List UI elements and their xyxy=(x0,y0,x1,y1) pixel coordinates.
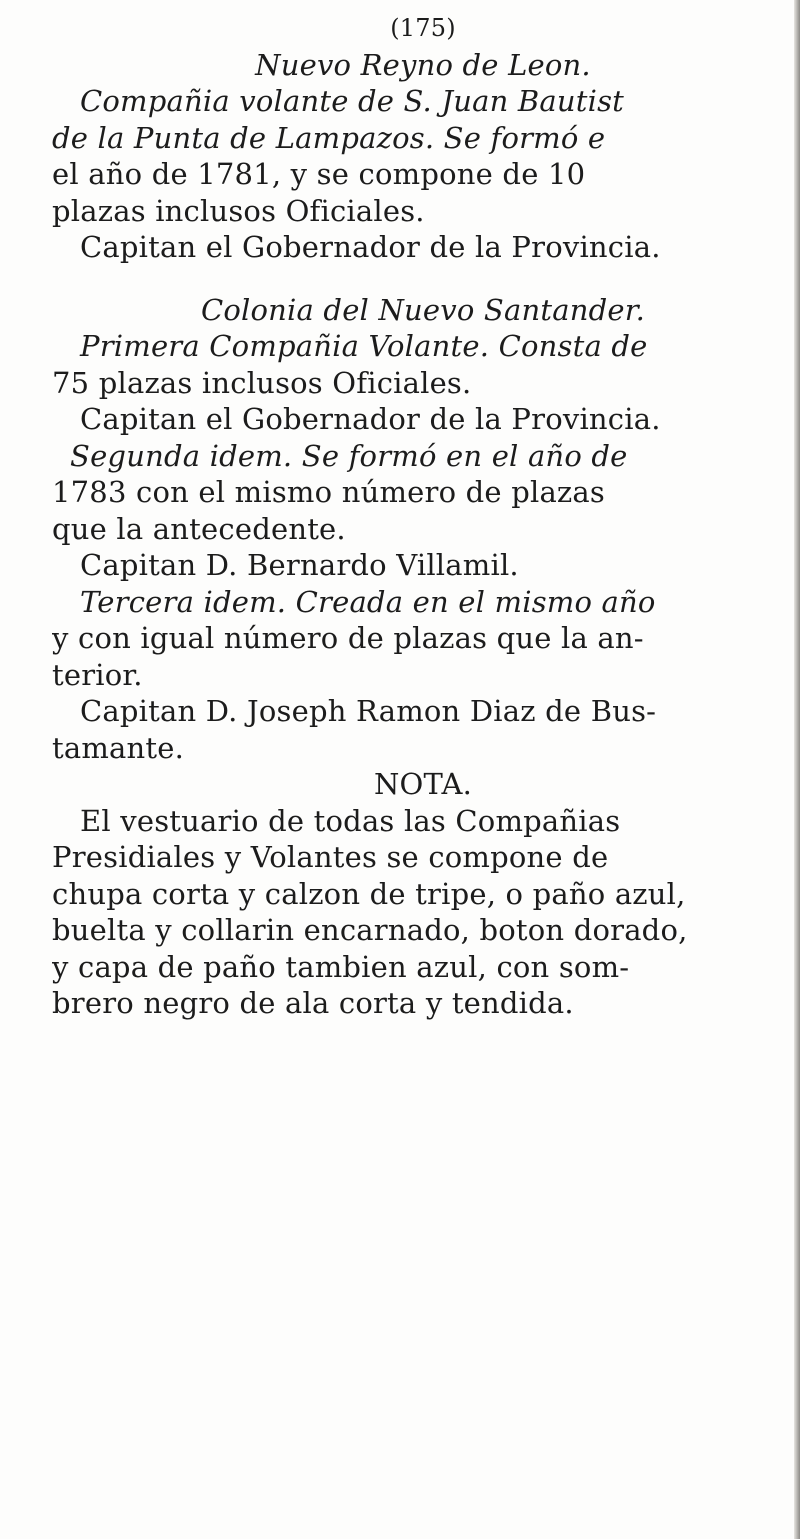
text-line: Capitan el Gobernador de la Provincia. xyxy=(80,402,661,436)
text-line: Capitan el Gobernador de la Provincia. xyxy=(80,230,661,264)
note-heading: NOTA. xyxy=(373,767,473,801)
text-line: brero negro de ala corta y tendida. xyxy=(52,986,574,1020)
text-line: que la antecedente. xyxy=(52,511,346,546)
text-line: Segunda idem. Se formó en el año de xyxy=(70,438,628,473)
section-spacer xyxy=(52,266,794,292)
text-line: chupa corta y calzon de tripe, o paño azul, xyxy=(52,876,686,911)
text-line: y capa de paño tambien azul, con som- xyxy=(52,949,630,984)
text-line: 75 plazas inclusos Oficiales. xyxy=(52,365,472,400)
text-line: El vestuario de todas las Compañias xyxy=(80,803,621,838)
text-line: Compañia volante de S. Juan Bautist xyxy=(80,84,625,118)
text-line: y con igual número de plazas que la an- xyxy=(52,621,644,655)
text-line: buelta y collarin encarnado, boton dorado, xyxy=(52,913,688,947)
text-line: Capitan D. Bernardo Villamil. xyxy=(80,548,519,582)
text-line: tamante. xyxy=(52,730,185,765)
text-line: 1783 con el mismo número de plazas xyxy=(52,475,605,509)
text-line: terior. xyxy=(52,657,143,692)
text-line: plazas inclusos Oficiales. xyxy=(52,193,425,228)
section-heading-colonia-del-nuevo-santander: Colonia del Nuevo Santander. xyxy=(200,292,645,327)
text-line: Presidiales y Volantes se compone de xyxy=(52,840,609,874)
page-text xyxy=(52,10,794,1022)
text-line: Capitan D. Joseph Ramon Diaz de Bus- xyxy=(80,694,657,728)
text-line: el año de 1781, y se compone de 10 xyxy=(52,157,586,191)
text-line: Primera Compañia Volante. Consta de xyxy=(80,329,648,363)
page-edge-shadow xyxy=(794,0,800,1539)
page-number: (175) xyxy=(390,14,456,42)
section-heading-nuevo-reyno-de-leon: Nuevo Reyno de Leon. xyxy=(255,47,591,82)
text-line: de la Punta de Lampazos. Se formó e xyxy=(52,120,606,155)
text-line: Tercera idem. Creada en el mismo año xyxy=(80,584,656,619)
